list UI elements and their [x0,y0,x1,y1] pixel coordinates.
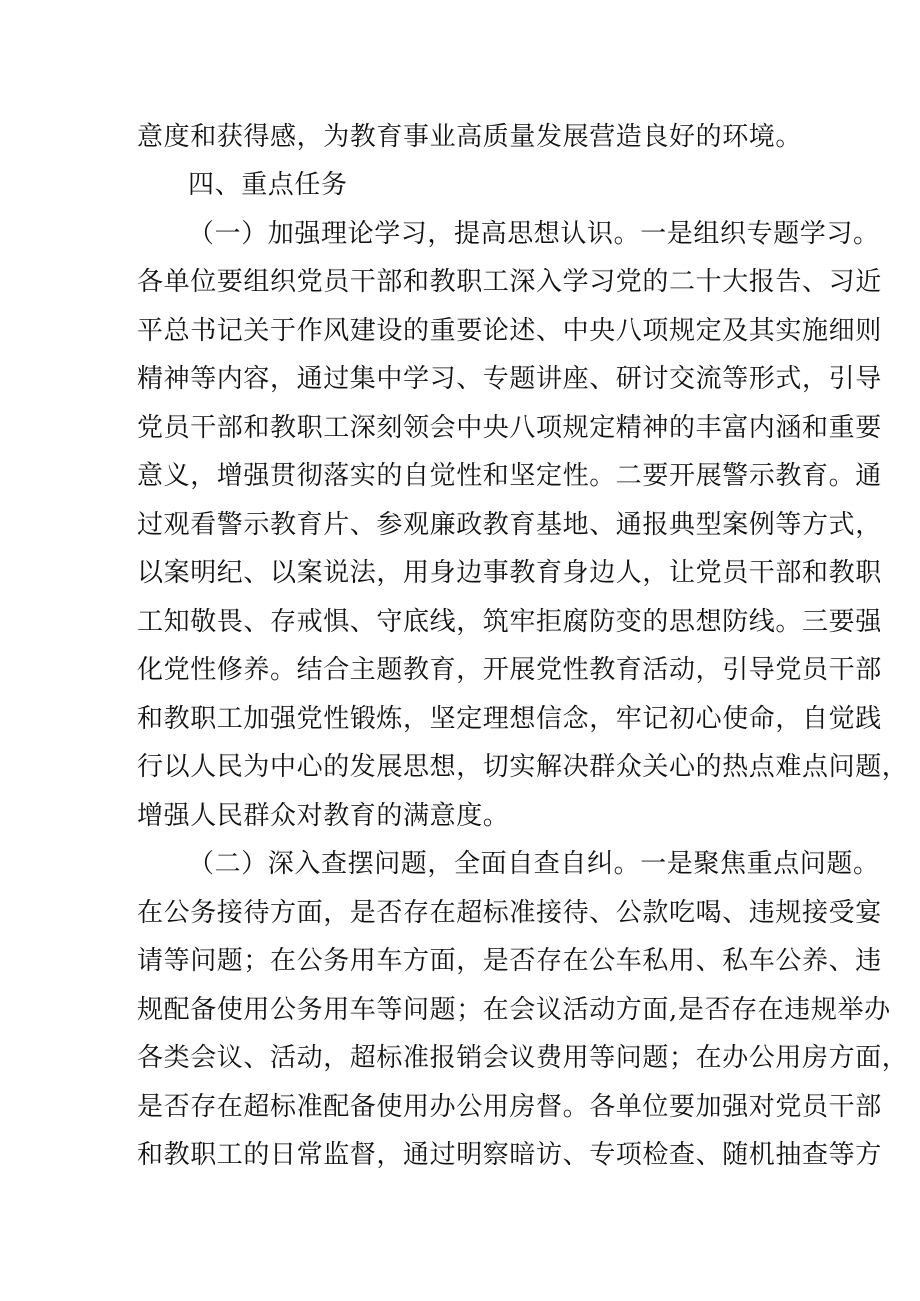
paragraph-line-12: 化党性修养。结合主题教育，开展党性教育活动，引导党员干部 [137,655,882,685]
section-heading-key-tasks: 四、重点任务 [188,170,348,200]
paragraph-line-21: 是否存在超标准配备使用办公用房督。各单位要加强对党员干部 [137,1092,882,1122]
paragraph-line-18: 请等问题；在公务用车方面，是否存在公车私用、私车公养、违 [137,946,882,976]
paragraph-line-19: 规配备使用公务用车等问题；在会议活动方面,是否存在违规举办 [137,995,891,1025]
paragraph-line-14: 行以人民为中心的发展思想，切实解决群众关心的热点难点问题， [137,752,909,782]
paragraph-line-4: 各单位要组织党员干部和教职工深入学习党的二十大报告、习近 [137,267,882,297]
paragraph-line-1: 意度和获得感，为教育事业高质量发展营造良好的环境。 [137,122,803,152]
paragraph-line-11: 工知敬畏、存戒惧、守底线，筑牢拒腐防变的思想防线。三要强 [137,607,882,637]
paragraph-line-5: 平总书记关于作风建设的重要论述、中央八项规定及其实施细则 [137,316,882,346]
paragraph-line-6: 精神等内容，通过集中学习、专题讲座、研讨交流等形式，引导 [137,364,882,394]
subheading-problem-check: （二）深入查摆问题，全面自查自纠。一是聚焦重点问题。 [188,849,880,879]
paragraph-line-10: 以案明纪、以案说法，用身边事教育身边人，让党员干部和教职 [137,558,882,588]
paragraph-line-22: 和教职工的日常监督，通过明察暗访、专项检查、随机抽查等方 [137,1140,882,1170]
subheading-theory-study: （一）加强理论学习，提高思想认识。一是组织专题学习。 [188,219,880,249]
paragraph-line-8: 意义，增强贯彻落实的自觉性和坚定性。二要开展警示教育。通 [137,461,882,491]
paragraph-line-13: 和教职工加强党性锻炼，坚定理想信念，牢记初心使命，自觉践 [137,704,882,734]
paragraph-line-15: 增强人民群众对教育的满意度。 [137,801,510,831]
paragraph-line-7: 党员干部和教职工深刻领会中央八项规定精神的丰富内涵和重要 [137,413,882,443]
paragraph-line-17: 在公务接待方面，是否存在超标准接待、公款吃喝、违规接受宴 [137,898,882,928]
paragraph-line-9: 过观看警示教育片、参观廉政教育基地、通报典型案例等方式， [137,510,882,540]
paragraph-line-20: 各类会议、活动，超标准报销会议费用等问题；在办公用房方面， [137,1043,909,1073]
